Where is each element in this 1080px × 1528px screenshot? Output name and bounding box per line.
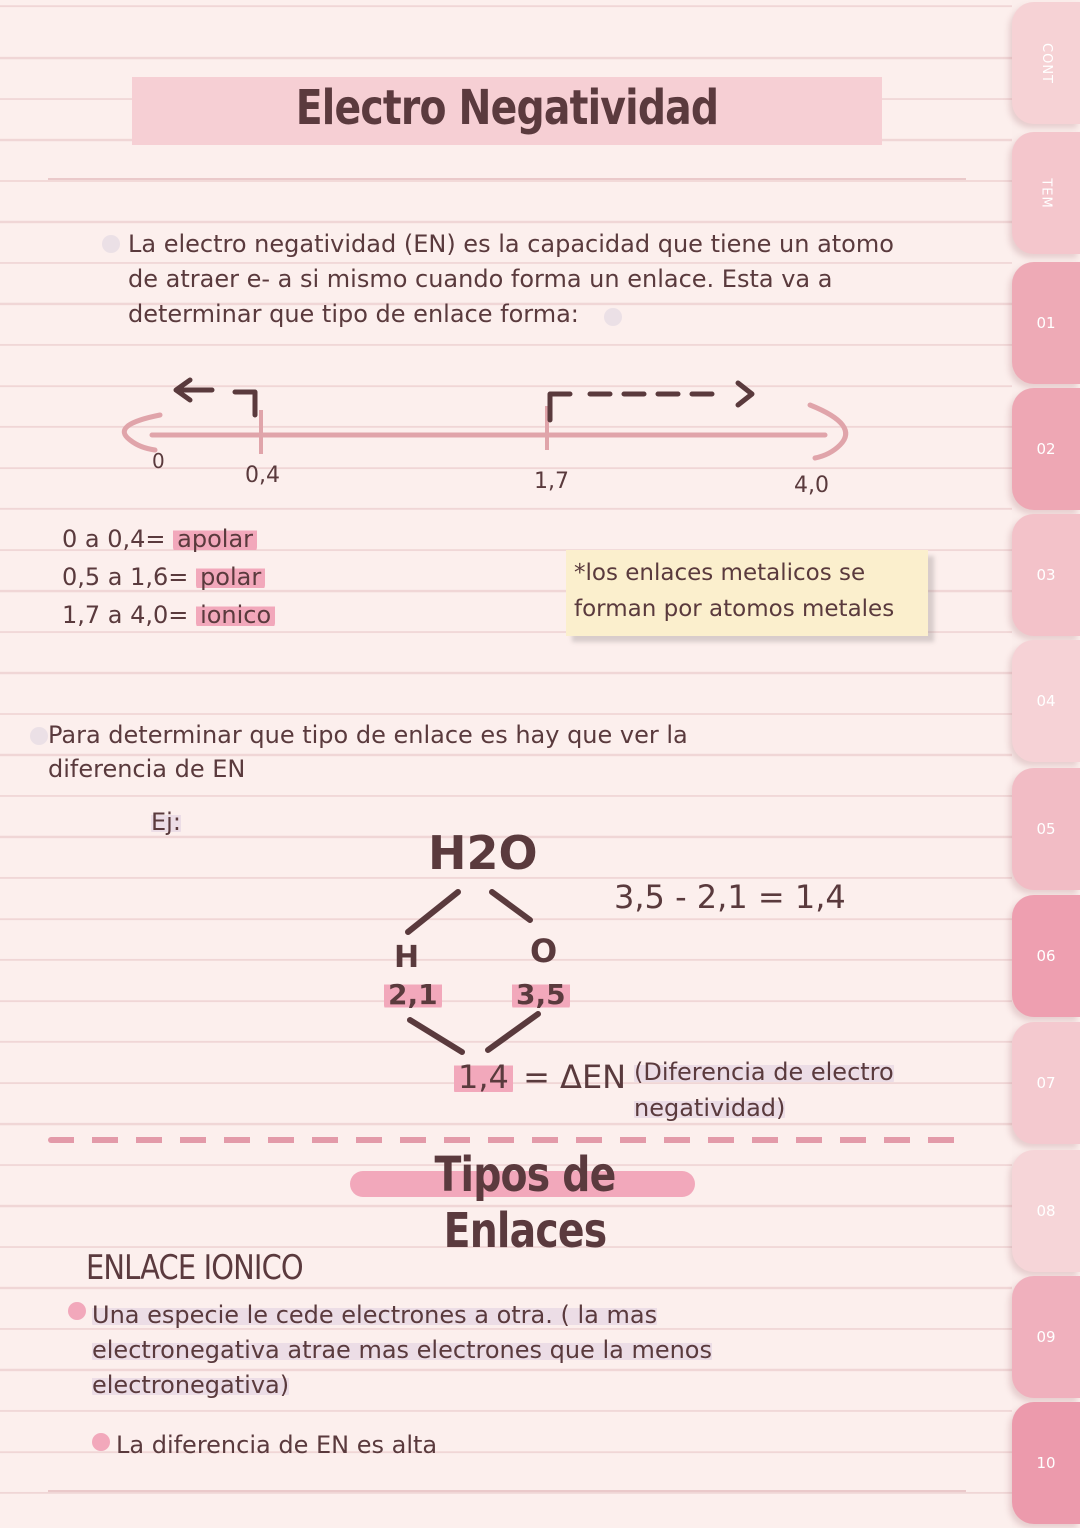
diff-line-2: diferencia de EN [48,755,246,783]
tab-08[interactable]: 08 [1012,1150,1080,1272]
bond-bottom-left [410,1020,462,1052]
tick-label-1-7: 1,7 [534,469,569,494]
tab-03[interactable]: 03 [1012,514,1080,636]
page-title: Electro Negatividad [295,80,719,136]
bullet-dot [30,727,48,745]
ionic-point-2: La diferencia de EN es alta [116,1431,438,1459]
tick-label-4-0: 4,0 [794,473,829,498]
delta-en-note [634,1054,894,1126]
right-arrowhead [738,383,752,405]
bullet-dot-pink [68,1302,86,1320]
range-type-ionico: ionico [196,601,275,629]
hydrogen-en-value: 2,1 [384,978,442,1011]
scale-right-arrow [810,405,846,458]
molecule-formula: H2O [428,826,538,880]
tab-09[interactable]: 09 [1012,1276,1080,1398]
hydrogen-symbol: H [394,940,420,975]
apolar-bracket [235,392,255,415]
en-scale-diagram [100,370,880,510]
tab-07[interactable]: 07 [1012,1022,1080,1144]
ionic-line-2: electronegativa atrae mas electrones que la menos [92,1336,712,1364]
section-tabs [1012,0,1080,1528]
en-ranges-list [62,520,275,634]
section-divider [48,1137,960,1143]
ionic-heading: ENLACE IONICO [86,1248,303,1288]
tab-02[interactable]: 02 [1012,388,1080,510]
en-equation: 3,5 - 2,1 = 1,4 [614,878,846,916]
bullet-dot [102,235,120,253]
tick-label-0-4: 0,4 [245,463,280,488]
bond-top-right [492,892,530,920]
range-text: 0 a 0,4= [62,525,166,553]
range-row-ionico [62,596,275,634]
section-title: Tipos de Enlaces [350,1147,700,1259]
oxygen-en-value: 3,5 [512,978,570,1011]
range-row-apolar [62,520,275,558]
tab-cont[interactable]: CONT [1012,2,1080,124]
tab-04[interactable]: 04 [1012,640,1080,762]
bullet-dot-pink [92,1433,110,1451]
range-row-polar [62,558,275,596]
ionic-bracket [550,394,570,420]
footer-rule [48,1490,966,1492]
sticky-note [566,550,928,636]
range-type-polar: polar [196,563,265,591]
ionic-paragraph [92,1298,712,1403]
example-label: Ej: [151,808,181,836]
tick-label-0: 0 [152,449,165,473]
bond-top-left [408,892,458,932]
tab-05[interactable]: 05 [1012,768,1080,890]
bond-bottom-right [488,1014,538,1050]
tab-tem[interactable]: TEM [1012,132,1080,254]
intro-line-1: La electro negatividad (EN) es la capacidad que tiene un atomo [128,230,894,258]
note-line-2: forman por atomos metales [574,596,895,622]
range-type-apolar: apolar [173,525,257,553]
ionic-line-1: Una especie le cede electrones a otra. ( la mas [92,1301,658,1329]
header-rule [48,178,966,180]
tab-10[interactable]: 10 [1012,1402,1080,1524]
note-line-1: *los enlaces metalicos se [574,560,866,586]
delta-note-line-2: negatividad) [634,1094,786,1122]
tab-06[interactable]: 06 [1012,895,1080,1017]
intro-line-3: determinar que tipo de enlace forma: [128,300,579,328]
delta-en-value: 1,4 [454,1058,513,1096]
delta-en-result [454,1058,626,1096]
delta-en-symbol: = ΔEN [523,1058,627,1096]
bullet-dot-end [604,308,622,326]
range-text: 1,7 a 4,0= [62,601,189,629]
ionic-line-3: electronegativa) [92,1371,290,1399]
intro-line-2: de atraer e- a si mismo cuando forma un enlace. Esta va a [128,265,833,293]
range-text: 0,5 a 1,6= [62,563,189,591]
tab-01[interactable]: 01 [1012,262,1080,384]
delta-note-line-1: (Diferencia de electro [634,1058,894,1086]
intro-paragraph [128,227,894,332]
diff-line-1: Para determinar que tipo de enlace es hay que ver la [48,721,688,749]
oxygen-symbol: O [530,932,558,970]
diff-paragraph [48,718,688,786]
